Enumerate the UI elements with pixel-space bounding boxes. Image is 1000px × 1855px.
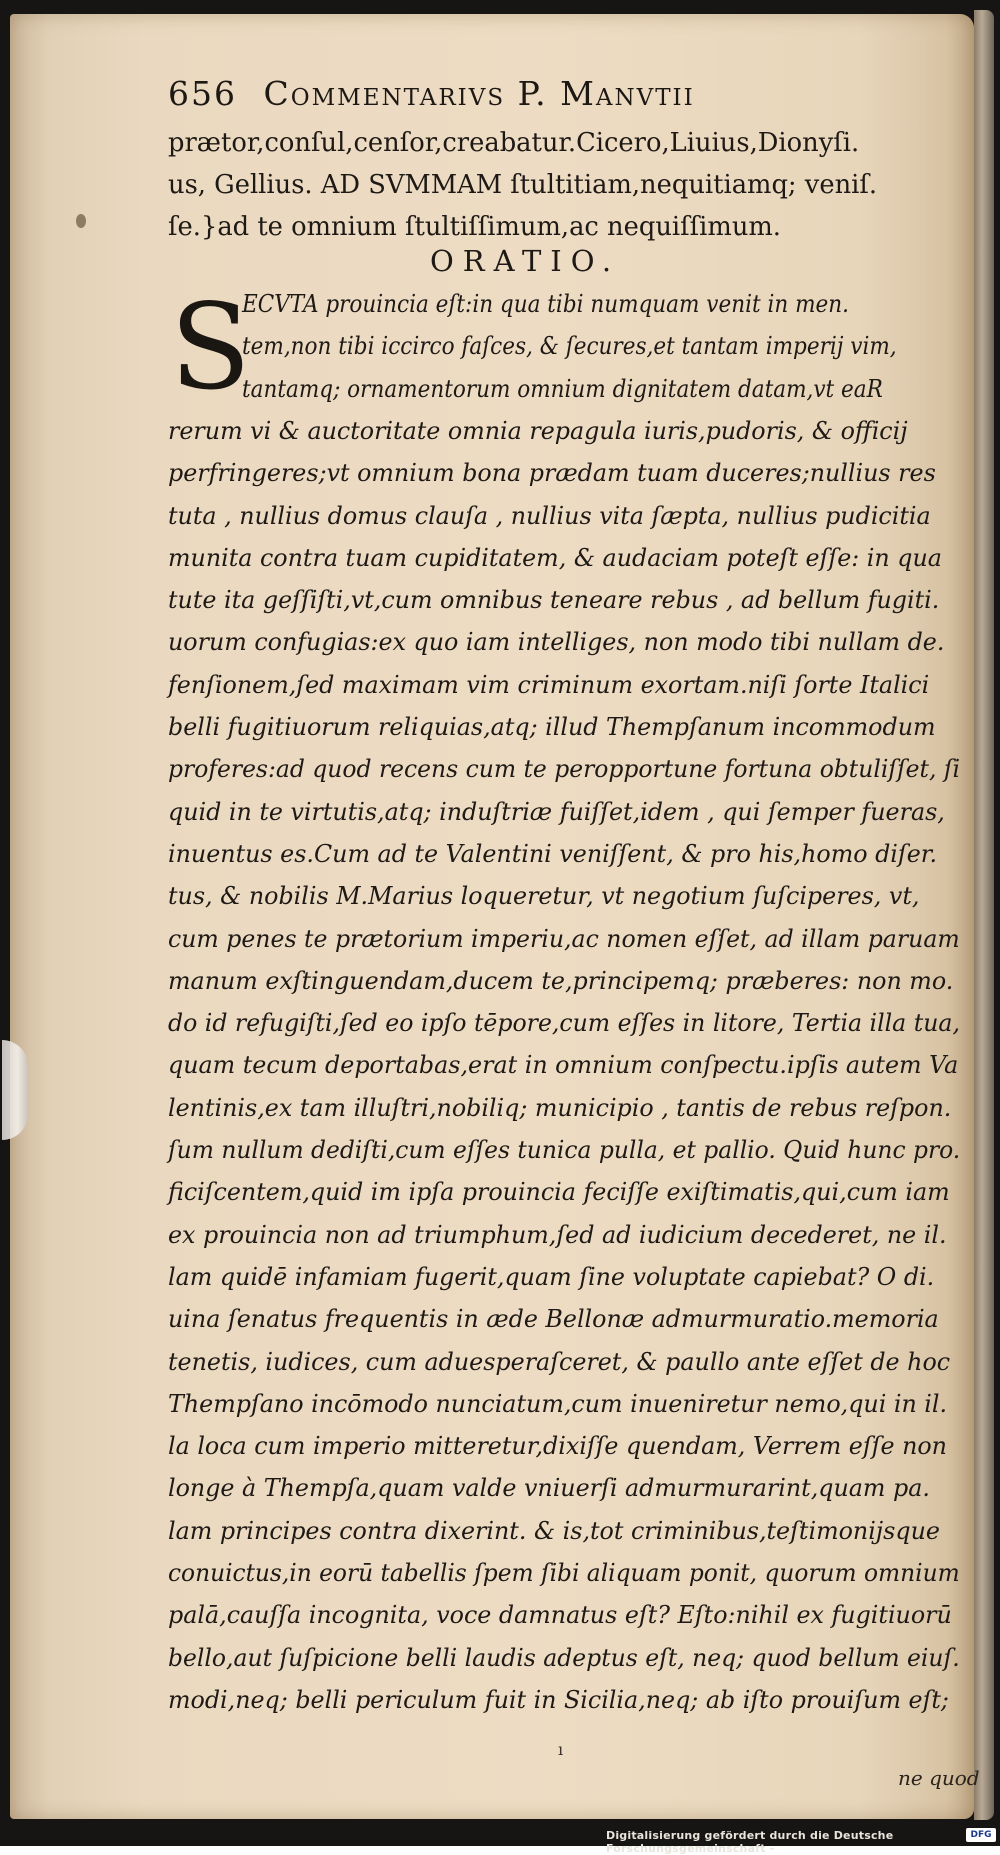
oratio-line: cum penes te prætorium imperiu,ac nomen eſſet, ad illam paruam: [168, 925, 960, 953]
oratio-line: fenſionem,ſed maximam vim criminum exortam.niſi ſorte Italici: [168, 671, 930, 699]
catchword: ne quod: [898, 1766, 980, 1790]
oratio-line: tute ita geſſiſti,vt,cum omnibus teneare rebus , ad bellum fugiti.: [168, 586, 940, 614]
oratio-line: perfringeres;vt omnium bona prædam tuam duceres;nullius res: [168, 459, 936, 487]
signature-mark: ı: [558, 1740, 564, 1759]
oratio-line: tantamq; ornamentorum omnium dignitatem datam,vt eaR: [242, 375, 883, 403]
oratio-line: tem,non tibi iccirco faſces, & ſecures,et tantam imperij vim,: [242, 332, 897, 360]
oratio-line: tuta , nullius domus clauſa , nullius vita ſæpta, nullius pudicitia: [168, 502, 931, 530]
oratio-line: Thempſano incōmodo nunciatum,cum inueniretur nemo,qui in il.: [168, 1390, 948, 1418]
oratio-line: quam tecum deportabas,erat in omnium conſpectu.ipſis autem Va: [168, 1051, 959, 1079]
footer-credit: Digitalisierung gefördert durch die Deutsche Forschungsgemeinschaft -: [606, 1829, 894, 1855]
oratio-line: ex prouincia non ad triumphum,ſed ad iudicium decederet, ne il.: [168, 1221, 947, 1249]
oratio-line: munita contra tuam cupiditatem, & audaciam poteſt eſſe: in qua: [168, 544, 942, 572]
oratio-line: tenetis, iudices, cum aduesperaſceret, & paullo ante eſſet de hoc: [168, 1348, 951, 1376]
page-clip: [2, 1040, 28, 1140]
drop-cap: S: [170, 278, 251, 416]
oratio-line: lentinis,ex tam illuſtri,nobiliq; municipio , tantis de rebus reſpon.: [168, 1094, 952, 1122]
oratio-line: quid in te virtutis,atq; induſtriæ fuiſſet,idem , qui ſemper fueras,: [168, 798, 945, 826]
oratio-line: manum exſtinguendam,ducem te,principemq; præberes: non mo.: [168, 967, 954, 995]
oratio-line: ſum nullum dediſti,cum eſſes tunica pulla, et pallio. Quid hunc pro.: [168, 1136, 961, 1164]
oratio-line: conuictus,in eorū tabellis ſpem ſibi aliquam ponit, quorum omnium: [168, 1559, 960, 1587]
oratio-line: proferes:ad quod recens cum te peropportune fortuna obtuliſſet, ſi: [168, 755, 961, 783]
intro-line: ſe.}ad te omnium ſtultiſſimum,ac nequiſſimum.: [168, 212, 781, 242]
oratio-line: lam quidē infamiam fugerit,quam ſine voluptate capiebat? O di.: [168, 1263, 935, 1291]
intro-line: prætor,conſul,cenſor,creabatur.Cicero,Liuius,Dionyſi.: [168, 128, 860, 158]
oratio-line: do id refugiſti,ſed eo ipſo tēpore,cum eſſes in litore, Tertia illa tua,: [168, 1009, 960, 1037]
section-heading: ORATIO.: [430, 244, 621, 278]
oratio-line: rerum vi & auctoritate omnia repagula iuris,pudoris, & officij: [168, 417, 908, 445]
oratio-line: bello,aut ſuſpicione belli laudis adeptus eſt, neq; quod bellum eiuſ.: [168, 1644, 960, 1672]
oratio-line: ECVTA prouincia eſt:in qua tibi numquam venit in men.: [242, 290, 849, 318]
running-title: Commentarivs P. Manvtii: [263, 74, 695, 113]
oratio-line: lam principes contra dixerint. & is,tot criminibus,teſtimonijsque: [168, 1517, 940, 1545]
oratio-line: inuentus es.Cum ad te Valentini veniſſent, & pro his,homo diſer.: [168, 840, 938, 868]
oratio-line: tus, & nobilis M.Marius loqueretur, vt negotium ſuſciperes, vt,: [168, 882, 920, 910]
page-edge: [974, 10, 994, 1820]
book-page: [10, 14, 974, 1819]
oratio-line: la loca cum imperio mitteretur,dixiſſe quendam, Verrem eſſe non: [168, 1432, 947, 1460]
oratio-line: ficiſcentem,quid im ipſa prouincia feciſſe exiſtimatis,qui,cum iam: [168, 1178, 950, 1206]
oratio-line: uorum confugias:ex quo iam intelliges, non modo tibi nullam de.: [168, 628, 945, 656]
oratio-line: longe à Thempſa,quam valde vniuerſi admurmurarint,quam pa.: [168, 1474, 930, 1502]
oratio-line: belli fugitiuorum reliquias,atq; illud Thempſanum incommodum: [168, 713, 936, 741]
page-number: 656: [168, 74, 237, 113]
dfg-logo: DFG: [966, 1828, 996, 1842]
intro-line: us, Gellius. AD SVMMAM ſtultitiam,nequitiamq; veniſ.: [168, 170, 878, 200]
paper-blemish: [76, 214, 86, 228]
oratio-line: modi,neq; belli periculum fuit in Sicilia,neq; ab iſto prouiſum eſt;: [168, 1686, 949, 1714]
oratio-line: uina ſenatus frequentis in æde Bellonæ admurmuratio.memoria: [168, 1305, 939, 1333]
oratio-line: palā,cauſſa incognita, voce damnatus eſt? Eſto:nihil ex fugitiuorū: [168, 1601, 952, 1629]
running-header: [168, 74, 958, 113]
